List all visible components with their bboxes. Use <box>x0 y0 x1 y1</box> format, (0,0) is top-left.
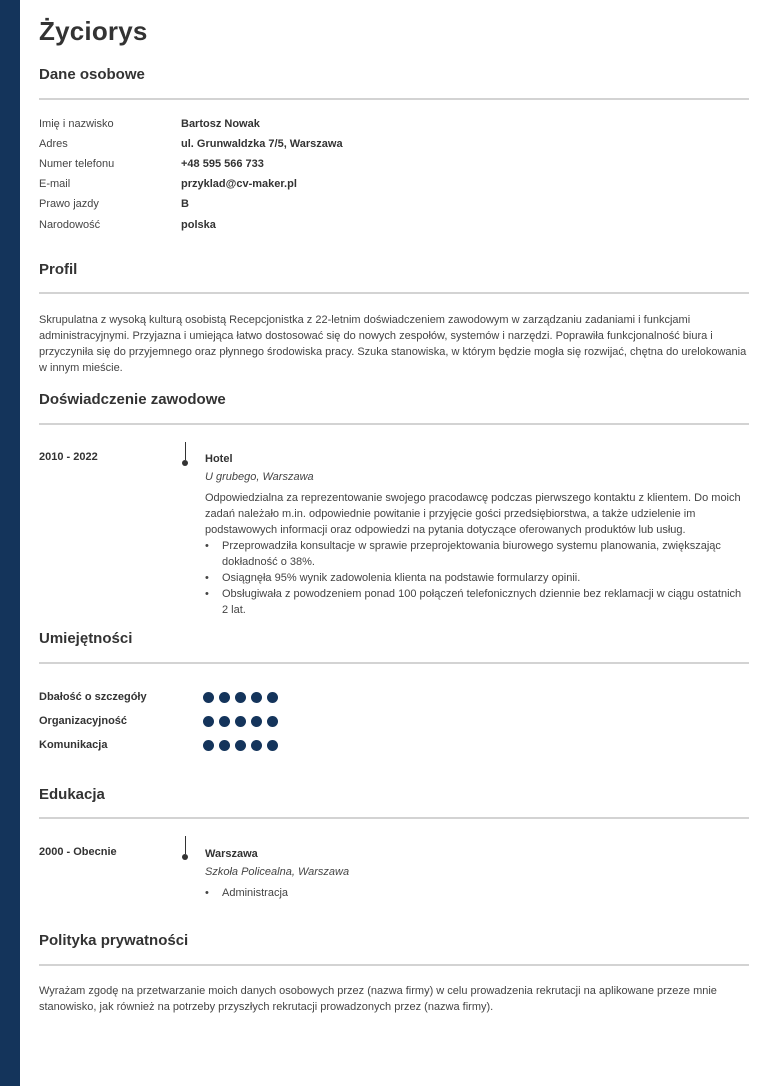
skill-row <box>39 739 439 753</box>
section-title-privacy: Polityka prywatności <box>39 932 189 949</box>
education-school: Szkoła Policealna, Warszawa <box>205 866 350 878</box>
rating-dot-icon <box>219 716 230 727</box>
section-title-experience: Doświadczenie zawodowe <box>39 391 226 408</box>
experience-date: 2010 - 2022 <box>39 451 98 463</box>
timeline-dot <box>182 460 188 466</box>
experience-achievements <box>205 538 749 618</box>
list-item <box>205 586 749 618</box>
experience-company: U grubego, Warszawa <box>205 471 314 483</box>
personal-label: Adres <box>39 138 68 150</box>
section-divider <box>39 292 749 294</box>
bullet-icon: • <box>205 887 209 899</box>
page-title: Życiorys <box>39 16 148 46</box>
list-item <box>205 538 749 570</box>
section-title-skills: Umiejętności <box>39 630 133 647</box>
skill-name: Organizacyjność <box>39 715 128 727</box>
timeline-line <box>185 442 186 460</box>
experience-entry <box>205 451 749 618</box>
personal-label: Prawo jazdy <box>39 198 99 210</box>
education-title: Warszawa <box>205 848 258 860</box>
experience-description: Odpowiedzialna za reprezentowanie swojego pracodawcę podczas pierwszego kontaktu z klientem. Do moich zadań należało m.in. odpowiednie powitanie i przyjęcie gości przedsiębiorstwa, a także udzielenie im podstawowych informacji oraz odpowiedzi na pytania dotyczące oferowanych produktów lub usług. <box>205 492 741 536</box>
section-title-education: Edukacja <box>39 786 105 803</box>
section-divider <box>39 423 749 425</box>
bullet-icon: • <box>205 588 209 600</box>
skill-rating <box>203 692 278 703</box>
section-divider <box>39 817 749 819</box>
rating-dot-icon <box>267 740 278 751</box>
skill-rating <box>203 740 278 751</box>
rating-dot-icon <box>235 692 246 703</box>
achievement-text: Osiągnęła 95% wynik zadowolenia klienta na podstawie formularzy opinii. <box>222 572 581 584</box>
rating-dot-icon <box>219 740 230 751</box>
education-detail-text: Administracja <box>222 887 289 899</box>
rating-dot-icon <box>251 740 262 751</box>
rating-dot-icon <box>235 740 246 751</box>
timeline-dot <box>182 854 188 860</box>
rating-dot-icon <box>203 740 214 751</box>
rating-dot-icon <box>267 716 278 727</box>
rating-dot-icon <box>203 716 214 727</box>
section-divider <box>39 98 749 100</box>
education-entry <box>205 846 749 901</box>
bullet-icon: • <box>205 540 209 552</box>
rating-dot-icon <box>251 692 262 703</box>
personal-value: ul. Grunwaldzka 7/5, Warszawa <box>181 138 343 150</box>
personal-value: Bartosz Nowak <box>181 118 260 130</box>
skill-row <box>39 715 439 729</box>
experience-job-title: Hotel <box>205 453 233 465</box>
achievement-text: Przeprowadziła konsultacje w sprawie przeprojektowania biurowego systemu planowania, zwiększając dokładność o 38%. <box>222 540 721 568</box>
sidebar-accent-bar <box>0 0 20 1086</box>
list-item <box>205 570 749 586</box>
personal-value: polska <box>181 219 216 231</box>
personal-value: przyklad@cv-maker.pl <box>181 178 297 190</box>
rating-dot-icon <box>251 716 262 727</box>
education-date: 2000 - Obecnie <box>39 846 117 858</box>
section-divider <box>39 964 749 966</box>
skill-rating <box>203 716 278 727</box>
section-divider <box>39 662 749 664</box>
personal-label: Imię i nazwisko <box>39 118 114 130</box>
personal-label: E-mail <box>39 178 71 190</box>
personal-value: +48 595 566 733 <box>181 158 264 170</box>
personal-label: Numer telefonu <box>39 158 115 170</box>
personal-value: B <box>181 198 189 210</box>
bullet-icon: • <box>205 572 209 584</box>
skill-row <box>39 691 439 705</box>
education-details <box>205 885 749 901</box>
rating-dot-icon <box>203 692 214 703</box>
profile-text: Skrupulatna z wysoką kulturą osobistą Recepcjonistka z 22-letnim doświadczeniem zawodowym w zarządzaniu zadaniami i funkcjami administracyjnymi. Przyjazna i umiejąca łatwo dostosować się do nowych zespołów, systemów i narzędzi. Poprawiła funkcjonalność biura i przyczyniła się do przyjemnego oraz płynnego środowiska pracy. Szuka stanowiska, w którym będzie mogła się rozwijać, chętna do urelokowania w innym mieście. <box>39 314 747 374</box>
rating-dot-icon <box>219 692 230 703</box>
rating-dot-icon <box>267 692 278 703</box>
privacy-text: Wyrażam zgodę na przetwarzanie moich danych osobowych przez (nazwa firmy) w celu prowadzenia rekrutacji na aplikowane przeze mnie stanowisko, jak również na potrzeby przyszłych rekrutacji prowadzonych przez (nazwa firmy). <box>39 985 717 1013</box>
section-title-personal: Dane osobowe <box>39 66 145 83</box>
skill-name: Komunikacja <box>39 739 108 751</box>
skill-name: Dbałość o szczegóły <box>39 691 147 703</box>
rating-dot-icon <box>235 716 246 727</box>
personal-label: Narodowość <box>39 219 101 231</box>
list-item <box>205 885 749 901</box>
achievement-text: Obsługiwała z powodzeniem ponad 100 połączeń telefonicznych dziennie bez reklamacji w ciągu ostatnich 2 lat. <box>222 588 742 616</box>
section-title-profile: Profil <box>39 261 78 278</box>
timeline-line <box>185 836 186 854</box>
